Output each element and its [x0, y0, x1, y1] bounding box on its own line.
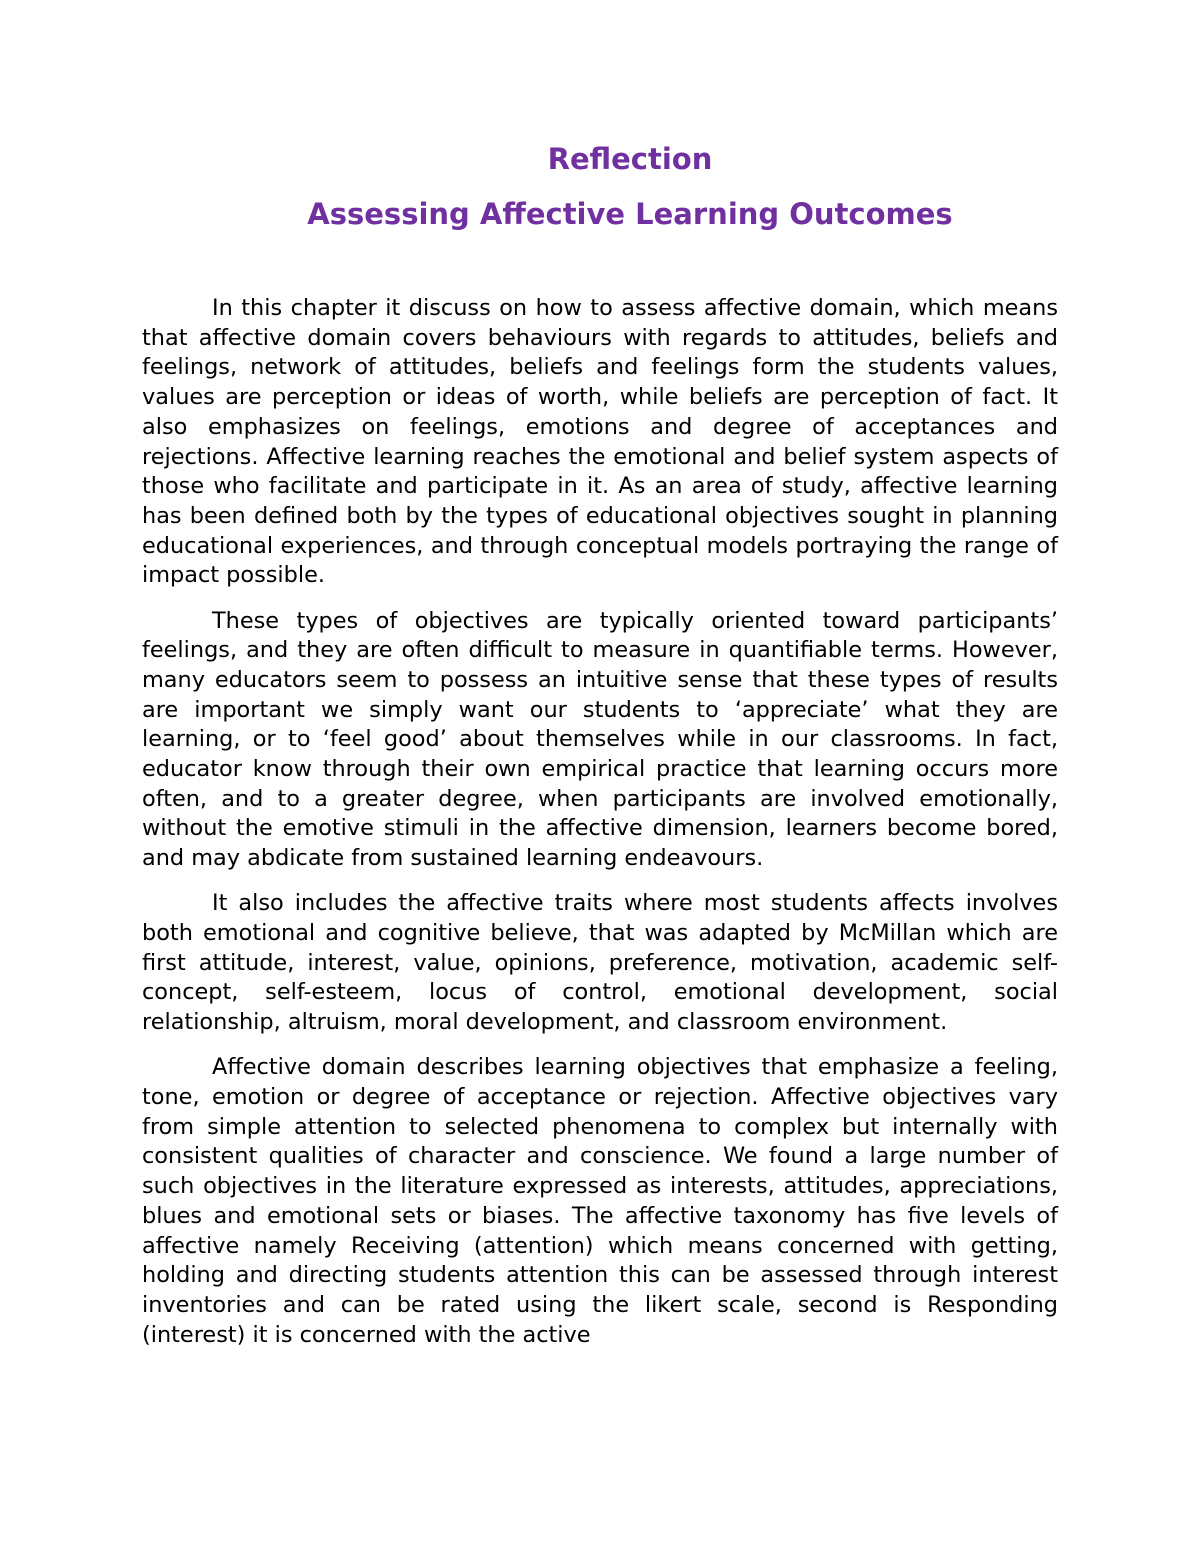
paragraph-2: These types of objectives are typically oriented toward participants’ feelings, and they are often difficult to measure in quantifiable terms. However, many educators seem to possess an intuitive sense that these types of results are important we simply want our students to ‘appreciate’ what they are learning, or to ‘feel good’ about themselves while in our classrooms. In fact, educator know through their own empirical practice that learning occurs more often, and to a greater degree, when participants are involved emotionally, without the emotive stimuli in the affective dimension, learners become bored, and may abdicate from sustained learning endeavours. — [142, 607, 1058, 872]
document-body — [142, 294, 1058, 1366]
paragraph-1: In this chapter it discuss on how to assess affective domain, which means that affective domain covers behaviours with regards to attitudes, beliefs and feelings, network of attitudes, beliefs and feelings form the students values, values are perception or ideas of worth, while beliefs are perception of fact. It also emphasizes on feelings, emotions and degree of acceptances and rejections. Affective learning reaches the emotional and belief system aspects of those who facilitate and participate in it. As an area of study, affective learning has been defined both by the types of educational objectives sought in planning educational experiences, and through conceptual models portraying the range of impact possible. — [142, 295, 1058, 589]
paragraph-4: Affective domain describes learning objectives that emphasize a feeling, tone, emotion or degree of acceptance or rejection. Affective objectives vary from simple attention to selected phenomena to complex but internally with consistent qualities of character and conscience. We found a large number of such objectives in the literature expressed as interests, attitudes, appreciations, blues and emotional sets or biases. The affective taxonomy has five levels of affective namely Receiving (attention) which means concerned with getting, holding and directing students attention this can be assessed through interest inventories and can be rated using the likert scale, second is Responding (interest) it is concerned with the active — [142, 1054, 1058, 1348]
document-subtitle: Assessing Affective Learning Outcomes — [307, 197, 953, 231]
paragraph-3: It also includes the affective traits where most students affects involves both emotional and cognitive believe, that was adapted by McMillan which are first attitude, interest, value, opinions, preference, motivation, academic self-concept, self-esteem, locus of control, emotional development, social relationship, altruism, moral development, and classroom environment. — [142, 890, 1058, 1036]
document-title: Reflection — [547, 142, 713, 176]
